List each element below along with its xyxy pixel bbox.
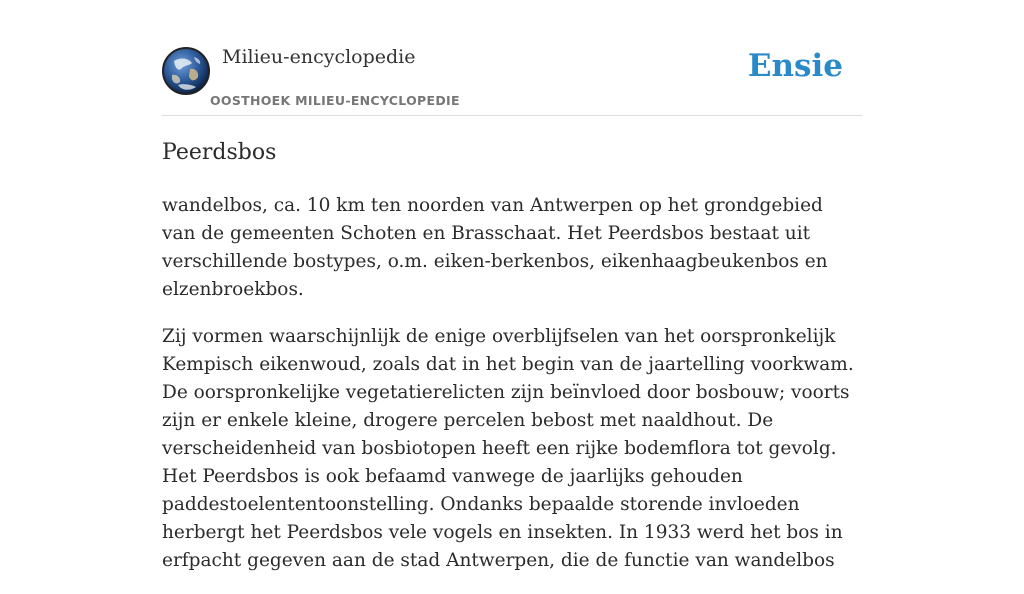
site-title[interactable]: Milieu-encyclopedie bbox=[222, 46, 416, 68]
site-header bbox=[162, 0, 862, 116]
page-container bbox=[162, 0, 862, 571]
ensie-logo-link[interactable]: Ensie bbox=[747, 48, 843, 84]
article-body bbox=[162, 192, 862, 594]
article-paragraph: Zij vormen waarschijnlijk de enige overblijfselen van het oorspronkelijk Kempisch eikenwoud, zoals dat in het begin van de jaartelling voorkwam. De oorspronkelijke vegetatierelicten zijn beïnvloed door bosbouw; voorts zijn er enkele kleine, drogere percelen bebost met naaldhout. De verscheidenheid van bosbiotopen heeft een rijke bodemflora tot gevolg. Het Peerdsbos is ook befaamd vanwege de jaarlijks gehouden paddestoelententoonstelling. Ondanks bepaalde storende invloeden herbergt het Peerdsbos vele vogels en insekten. In 1933 werd het bos in erfpacht gegeven aan de stad Antwerpen, die de functie van wandelbos bbox=[162, 326, 854, 571]
earth-globe-icon[interactable] bbox=[162, 47, 210, 95]
page-title: Peerdsbos bbox=[162, 140, 277, 165]
article-paragraph: wandelbos, ca. 10 km ten noorden van Antwerpen op het grondgebied van de gemeenten Schoten en Brasschaat. Het Peerdsbos bestaat uit verschillende bostypes, o.m. eiken-berkenbos, eikenhaagbeukenbos en elzenbroekbos. bbox=[162, 195, 828, 300]
site-subtitle[interactable]: OOSTHOEK MILIEU-ENCYCLOPEDIE bbox=[210, 93, 460, 108]
